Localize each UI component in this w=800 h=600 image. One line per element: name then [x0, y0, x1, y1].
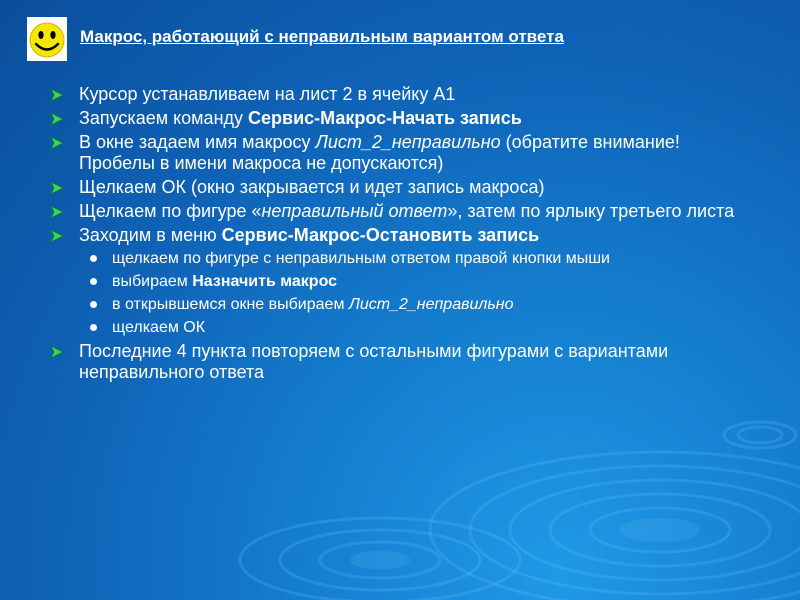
sub-bullet-item — [0, 318, 800, 338]
smiley-face-icon — [27, 17, 67, 61]
slide-title: Макрос, работающий с неправильным вариантом ответа — [80, 27, 564, 46]
bullet-text: щелкаем ОК — [112, 319, 206, 336]
bullet-text: Заходим в меню — [79, 225, 222, 245]
round-dot-bullet-icon — [90, 324, 97, 331]
bullet-text: в открывшемся окне выбираем — [112, 296, 349, 313]
bullet-text: Последние 4 пункта повторяем с остальными фигурами с вариантами неправильного ответа — [79, 341, 669, 382]
bullet-item — [0, 132, 800, 174]
bullet-item — [0, 225, 800, 246]
bullet-text: Назначить макрос — [192, 273, 338, 290]
green-arrow-bullet-icon — [50, 345, 64, 359]
bullet-item — [0, 108, 800, 129]
bullet-text: щелкаем по фигуре с неправильным ответом правой кнопки мыши — [112, 250, 610, 267]
bullet-text: Лист_2_неправильно — [348, 296, 514, 313]
bullet-text: Сервис-Макрос-Остановить запись — [221, 225, 540, 245]
sub-bullet-item — [0, 249, 800, 269]
bullet-text: (обратите внимание! Пробелы в имени макроса не допускаются) — [79, 132, 680, 173]
green-arrow-bullet-icon — [50, 136, 64, 150]
bullet-text: Щелкаем ОК (окно закрывается и идет запись макроса) — [79, 177, 545, 197]
round-dot-bullet-icon — [90, 255, 97, 262]
bullet-text: », затем по ярлыку третьего листа — [447, 201, 735, 221]
bullet-text: Запускаем команду — [79, 108, 249, 128]
bullet-item — [0, 341, 800, 383]
round-dot-bullet-icon — [90, 278, 97, 285]
bullet-list — [0, 84, 800, 386]
green-arrow-bullet-icon — [50, 205, 64, 219]
sub-bullet-item — [0, 272, 800, 292]
bullet-item — [0, 84, 800, 105]
round-dot-bullet-icon — [90, 301, 97, 308]
bullet-text: Курсор устанавливаем на лист 2 в ячейку А1 — [79, 84, 456, 104]
bullet-text: Сервис-Макрос-Начать запись — [248, 108, 522, 128]
green-arrow-bullet-icon — [50, 181, 64, 195]
green-arrow-bullet-icon — [50, 229, 64, 243]
bullet-text: В окне задаем имя макросу — [79, 132, 316, 152]
bullet-text: Лист_2_неправильно — [315, 132, 501, 152]
sub-bullet-item — [0, 295, 800, 315]
bullet-item — [0, 177, 800, 198]
bullet-text: выбираем — [112, 273, 193, 290]
green-arrow-bullet-icon — [50, 88, 64, 102]
bullet-text: неправильный ответ — [261, 201, 448, 221]
green-arrow-bullet-icon — [50, 112, 64, 126]
bullet-item — [0, 201, 800, 222]
bullet-text: Щелкаем по фигуре « — [79, 201, 262, 221]
